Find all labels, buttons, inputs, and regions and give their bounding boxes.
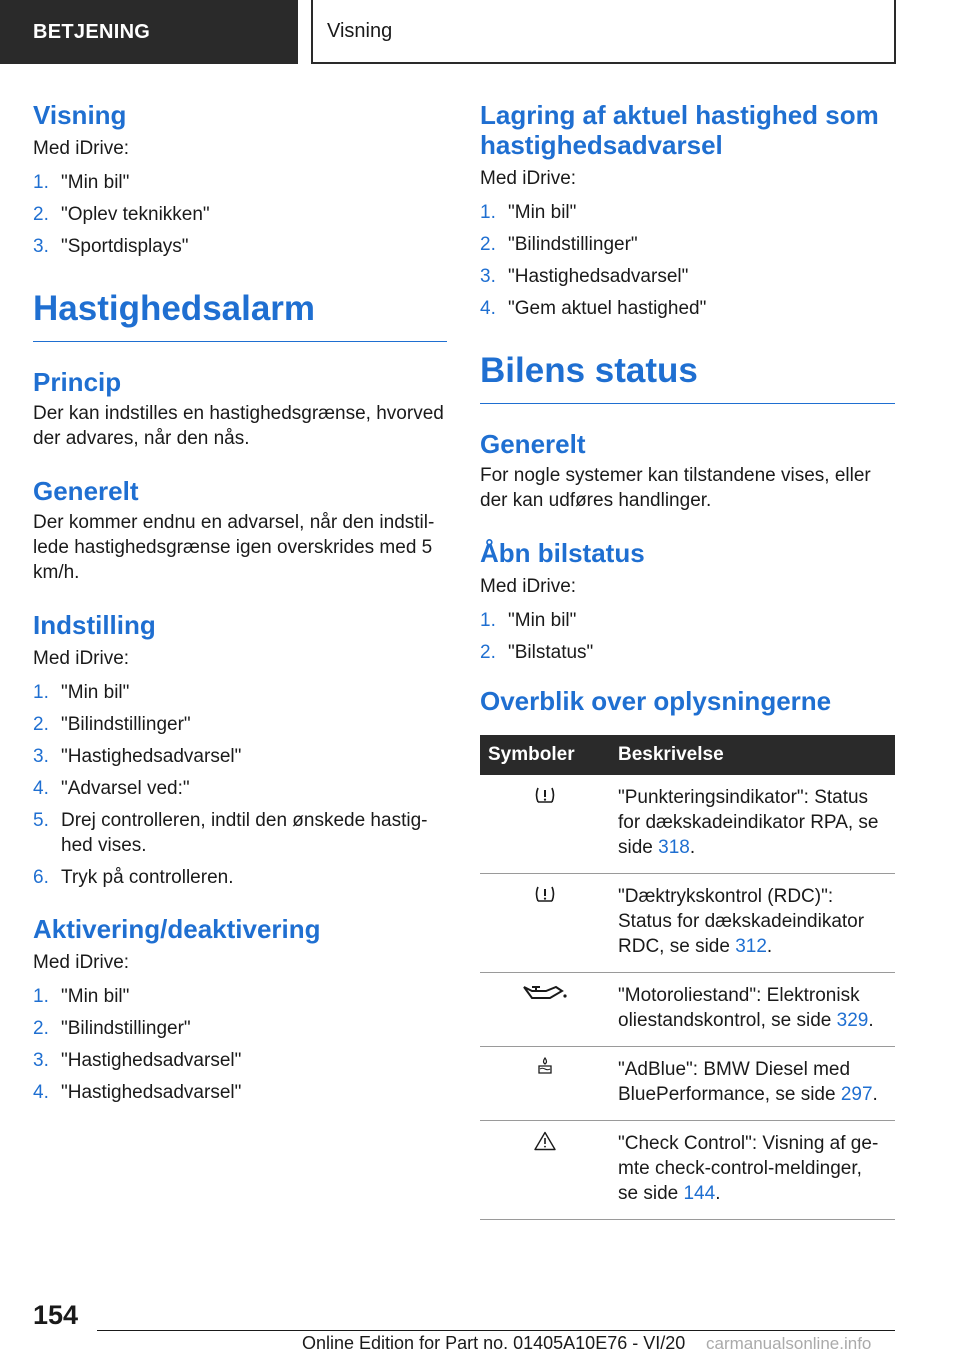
list-item: 2. "Bilstatus": [480, 642, 594, 663]
column-header-symbols: Symboler: [480, 735, 610, 775]
section-label: BETJENING: [33, 20, 151, 43]
page-header: [311, 0, 896, 64]
table-row: [480, 1047, 895, 1121]
page-number: 154: [33, 1300, 79, 1330]
lagring-steps: [480, 200, 895, 321]
list-item: 2. "Bilindstillinger": [480, 234, 638, 255]
description-cell: "Motoroliestand": Elektronisk oliestandskontrol, se side 329.: [610, 973, 895, 1047]
list-item: 3. "Sportdisplays": [33, 236, 189, 257]
heading-lagring: Lagring af aktuel hastighed som hastighedsadvarsel: [480, 100, 879, 160]
table-header-row: [480, 735, 895, 775]
heading-aabn-bilstatus: Åbn bilstatus: [480, 538, 645, 568]
symbol-cell: [480, 874, 610, 973]
tire-pressure-warning-icon: [534, 787, 556, 803]
description-cell: "AdBlue": BMW Diesel med BluePerformance, se side 297.: [610, 1047, 895, 1121]
symbol-cell: [480, 1047, 610, 1121]
princip-text: Der kan indstilles en hastighedsgrænse, hvorved der advares, når den nås.: [33, 403, 444, 449]
heading-princip: Princip: [33, 367, 122, 397]
list-item: 3. "Hastighedsadvarsel": [33, 1050, 242, 1071]
list-item: 2. "Bilindstillinger": [33, 1018, 191, 1039]
aktivering-intro: Med iDrive:: [33, 952, 130, 973]
tire-pressure-warning-icon: [534, 886, 556, 902]
warning-triangle-icon: [534, 1131, 556, 1151]
heading-bilens-status: Bilens status: [480, 351, 895, 404]
list-item: 3. "Hastighedsadvarsel": [33, 746, 242, 767]
adblue-icon: [537, 1057, 553, 1075]
page-link[interactable]: 312: [735, 936, 767, 957]
page-link[interactable]: 297: [840, 1084, 873, 1105]
description-cell: "Dæktrykskontrol (RDC)": Status for dækskadeindikator RDC, se side 312.: [610, 874, 895, 973]
aabn-intro: Med iDrive:: [480, 576, 577, 597]
section-tab: [0, 0, 298, 64]
description-cell: "Punkteringsindikator": Status for dækskadeindikator RPA, se side 318.: [610, 775, 895, 874]
column-header-description: Beskrivelse: [610, 735, 895, 775]
page-header-title: Visning: [327, 19, 393, 42]
heading-visning: Visning: [33, 100, 127, 130]
list-item: 4. "Hastighedsadvarsel": [33, 1082, 242, 1103]
indstilling-intro: Med iDrive:: [33, 648, 130, 669]
heading-aktivering: Aktivering/deaktivering: [33, 914, 321, 944]
heading-generelt-right: Generelt: [480, 429, 586, 459]
list-item: 1. "Min bil": [480, 202, 577, 223]
lagring-intro: Med iDrive:: [480, 168, 577, 189]
visning-steps: [33, 170, 447, 259]
edition-text: Online Edition for Part no. 01405A10E76 - VI/20: [302, 1333, 686, 1353]
list-item: 2. "Oplev teknikken": [33, 204, 210, 225]
list-item: 6. Tryk på controlleren.: [33, 867, 234, 888]
table-row: [480, 973, 895, 1047]
generelt-text: Der kommer endnu en advarsel, når den indstil-lede hastighedsgrænse igen overskrides med 5 km/h.: [33, 512, 435, 583]
list-item: 1. "Min bil": [33, 986, 130, 1007]
description-cell: "Check Control": Visning af ge-mte check-control-meldinger, se side 144.: [610, 1121, 895, 1220]
page-link[interactable]: 318: [658, 837, 690, 858]
list-item: 1. "Min bil": [33, 172, 130, 193]
page-link[interactable]: 329: [836, 1010, 869, 1031]
heading-indstilling: Indstilling: [33, 610, 156, 640]
list-item: 1. "Min bil": [480, 610, 577, 631]
footer-divider: [97, 1330, 895, 1331]
symbol-cell: [480, 1121, 610, 1220]
aktivering-steps: [33, 984, 447, 1105]
symbol-table: [480, 735, 895, 1220]
list-item: 4. "Gem aktuel hastighed": [480, 298, 707, 319]
list-item: 1. "Min bil": [33, 682, 130, 703]
symbol-cell: [480, 973, 610, 1047]
list-item: 3. "Hastighedsadvarsel": [480, 266, 689, 287]
table-row: [480, 775, 895, 874]
watermark: carmanualsonline.info: [706, 1334, 872, 1353]
symbol-cell: [480, 775, 610, 874]
generelt-right-text: For nogle systemer kan tilstandene vises, eller der kan udføres handlinger.: [480, 465, 871, 511]
list-item: 4. "Advarsel ved:": [33, 778, 190, 799]
left-column: [33, 100, 447, 1112]
right-column: [480, 100, 895, 1220]
table-row: [480, 874, 895, 973]
table-row: [480, 1121, 895, 1220]
list-item: 2. "Bilindstillinger": [33, 714, 191, 735]
heading-overblik: Overblik over oplysningerne: [480, 686, 832, 716]
heading-generelt: Generelt: [33, 476, 139, 506]
heading-hastighedsalarm: Hastighedsalarm: [33, 289, 447, 342]
oil-can-icon: [522, 983, 568, 1001]
aabn-steps: [480, 608, 895, 665]
indstilling-steps: [33, 680, 447, 890]
page-link[interactable]: 144: [683, 1183, 716, 1204]
list-item: 5. Drej controlleren, indtil den ønskede hastig-hed vises.: [33, 810, 428, 856]
visning-intro: Med iDrive:: [33, 138, 130, 159]
